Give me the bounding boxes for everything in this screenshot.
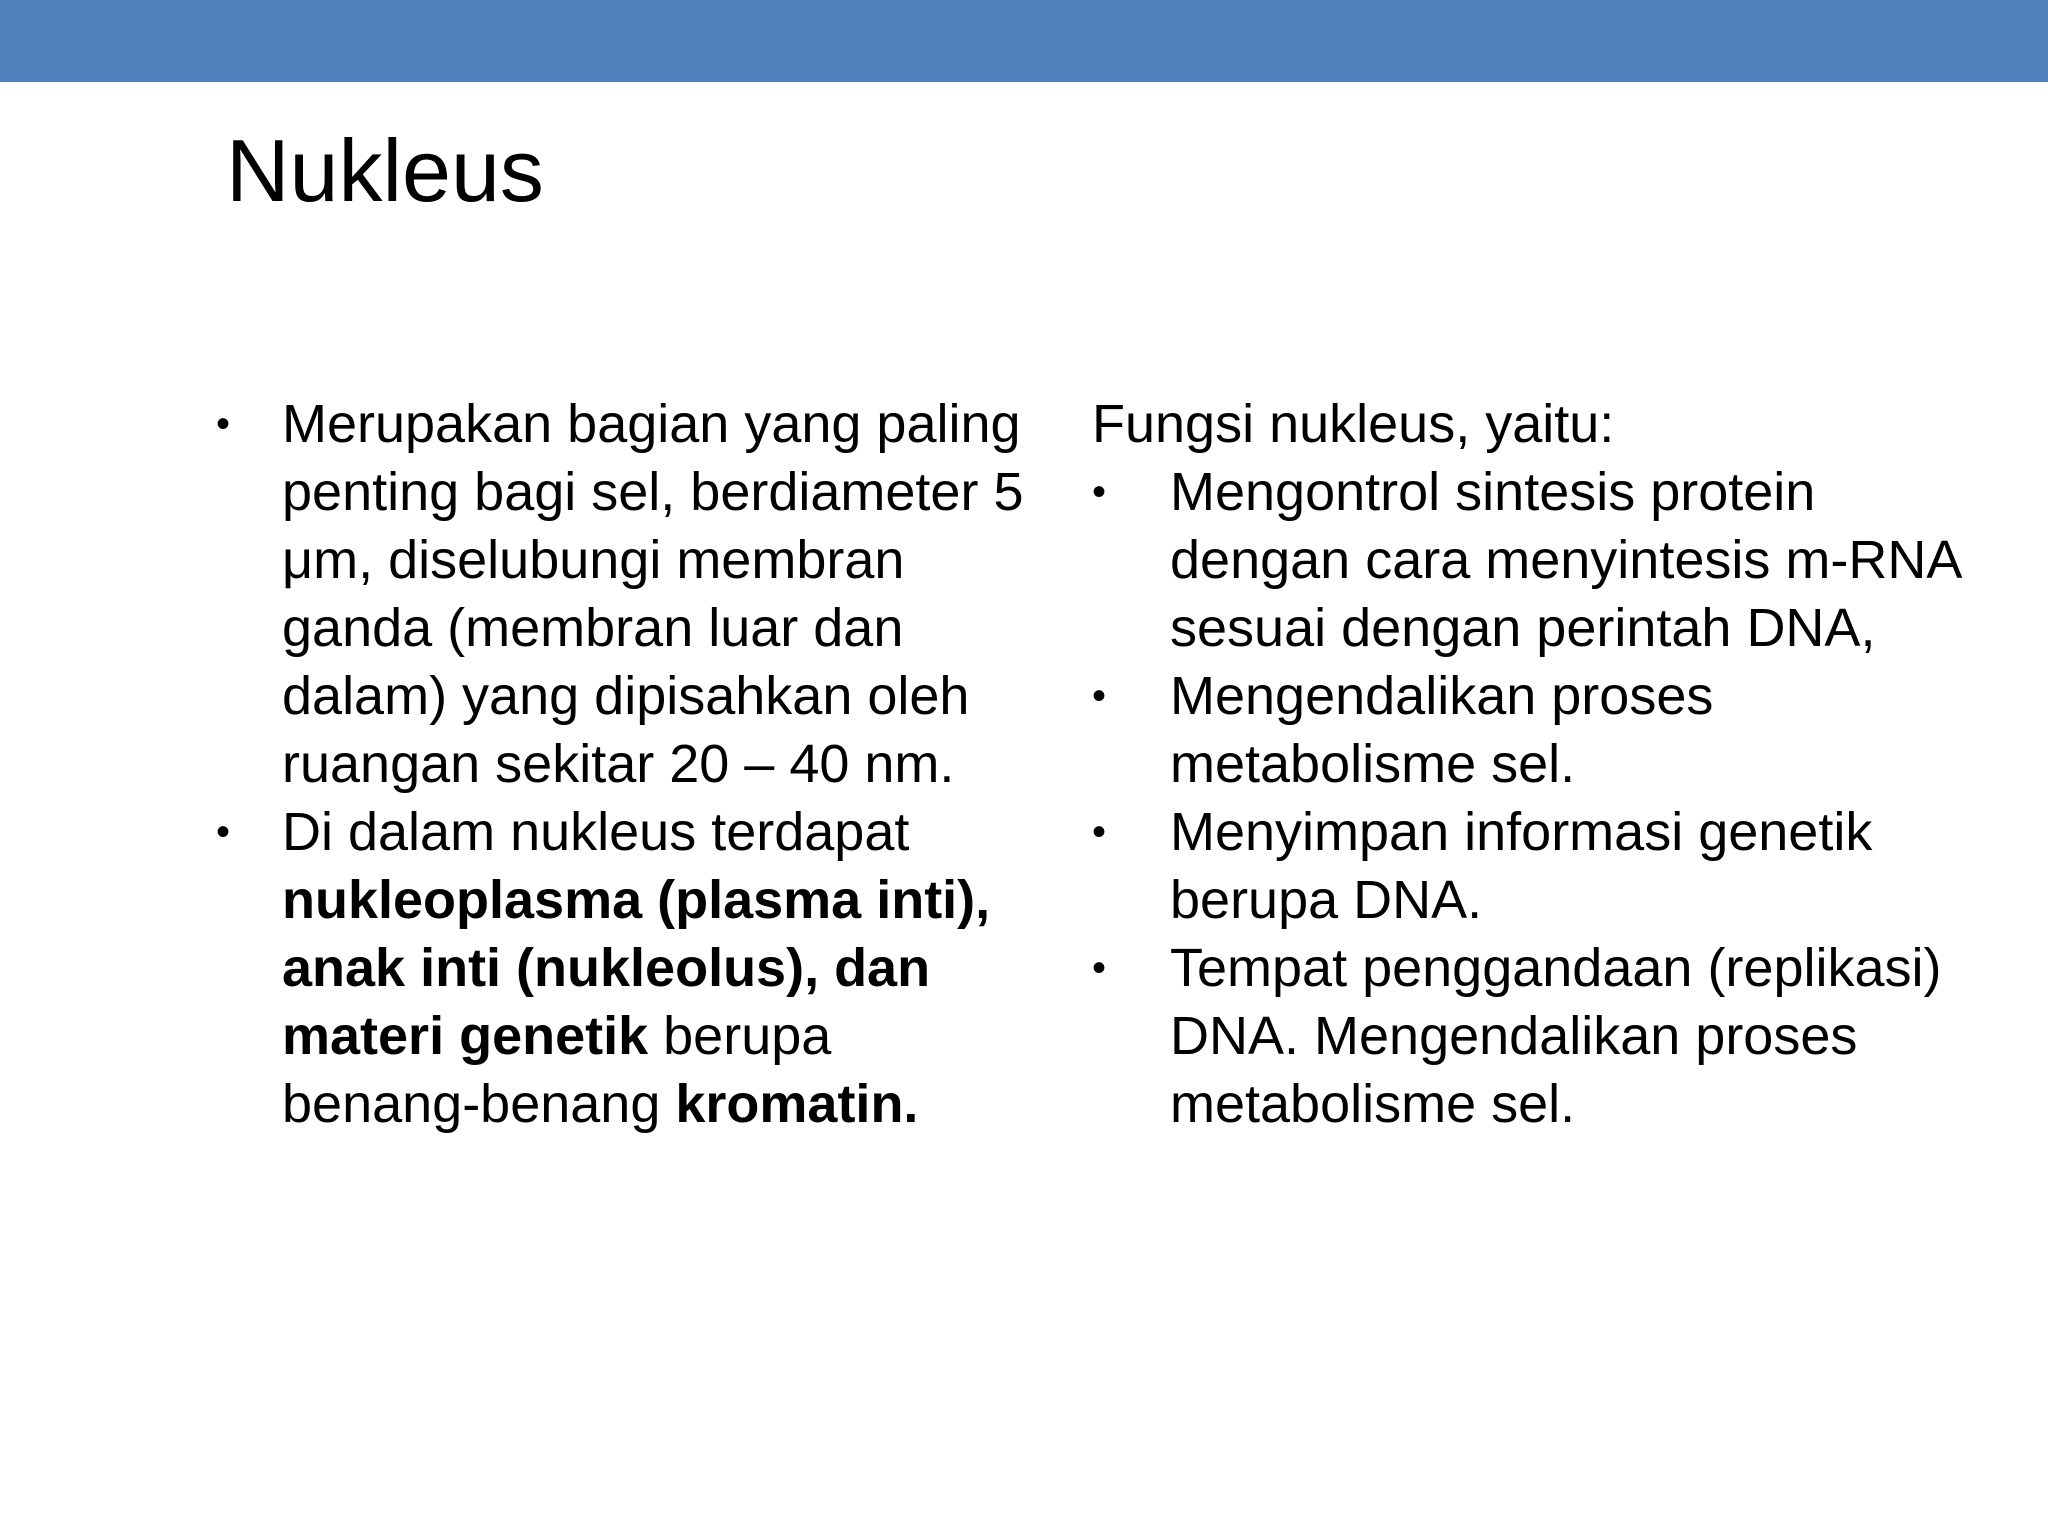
- slide-title: Nukleus: [226, 121, 544, 220]
- right-column: [1092, 390, 1992, 1138]
- left-bullet-2-segment-3: berupa benang-benang: [282, 1006, 832, 1134]
- left-column: [216, 390, 1036, 1138]
- left-bullet-item-2: [216, 798, 1036, 1138]
- left-bullet-2-segment-1: Di dalam nukleus terdapat: [282, 802, 910, 862]
- left-bullet-list: [216, 390, 1036, 1138]
- bullet-icon: •: [216, 402, 231, 446]
- bullet-icon: •: [216, 810, 231, 854]
- right-intro-text: Fungsi nukleus, yaitu:: [1092, 394, 1615, 454]
- bullet-icon: •: [1092, 674, 1107, 718]
- right-bullet-list: [1092, 458, 1992, 1138]
- left-bullet-2-segment-4: kromatin.: [675, 1074, 919, 1134]
- bullet-icon: •: [1092, 946, 1107, 990]
- right-bullet-item-1: [1092, 458, 1992, 662]
- right-bullet-item-4: [1092, 934, 1992, 1138]
- right-bullet-1-text: Mengontrol sintesis protein dengan cara menyintesis m-RNA sesuai dengan perintah DNA,: [1170, 462, 1960, 658]
- left-bullet-item-1: [216, 390, 1036, 798]
- bullet-icon: •: [1092, 810, 1107, 854]
- right-bullet-3-text: Menyimpan informasi genetik berupa DNA.: [1170, 802, 1873, 930]
- header-accent-bar: [0, 0, 2048, 82]
- left-bullet-2-segment-2: nukleoplasma (plasma inti), anak inti (nukleolus), dan materi genetik: [282, 870, 991, 1066]
- right-bullet-2-text: Mengendalikan proses metabolisme sel.: [1170, 666, 1714, 794]
- right-bullet-item-2: [1092, 662, 1992, 798]
- right-bullet-item-3: [1092, 798, 1992, 934]
- left-bullet-1-text: Merupakan bagian yang paling penting bagi sel, berdiameter 5 μm, diselubungi membran ganda (membran luar dan dalam) yang dipisahkan oleh ruangan sekitar 20 – 40 nm.: [282, 394, 1024, 794]
- right-bullet-4-text: Tempat penggandaan (replikasi) DNA. Mengendalikan proses metabolisme sel.: [1170, 938, 1942, 1134]
- bullet-icon: •: [1092, 470, 1107, 514]
